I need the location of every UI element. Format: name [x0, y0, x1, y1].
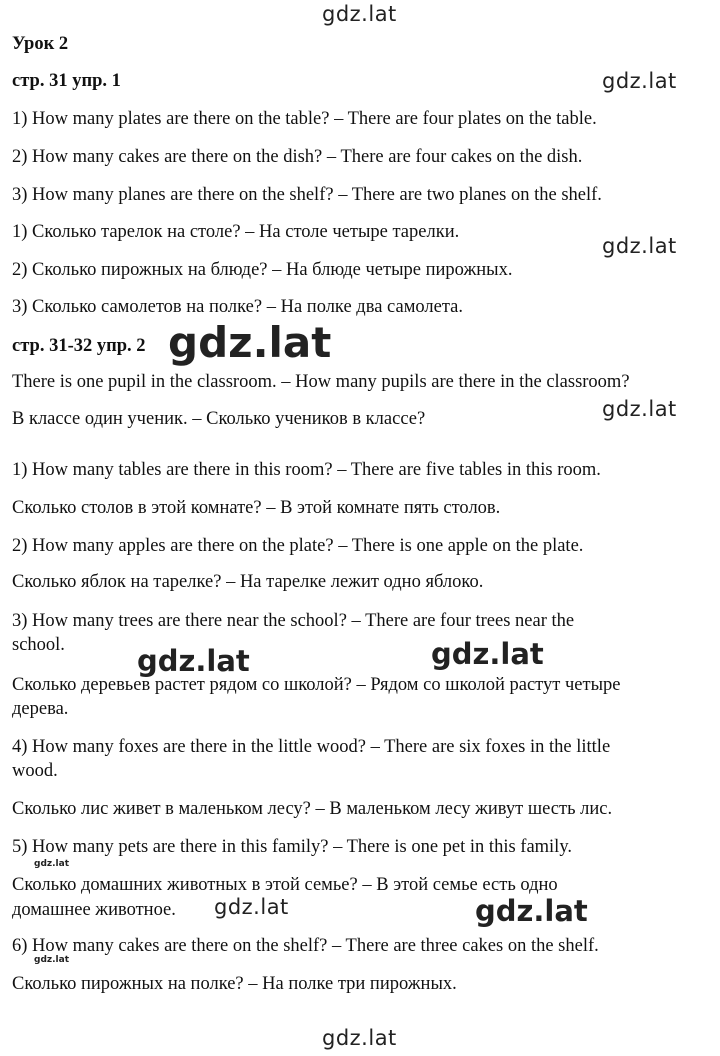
answer-line: 6) How many cakes are there on the shelf? – There are three cakes on the shelf.: [12, 936, 599, 956]
watermark: gdz.lat: [602, 397, 677, 421]
translation-line: Сколько яблок на тарелке? – На тарелке лежит одно яблоко.: [12, 572, 484, 592]
translation-line: 1) Сколько тарелок на столе? – На столе четыре тарелки.: [12, 222, 460, 242]
answer-line: 3) How many planes are there on the shelf? – There are two planes on the shelf.: [12, 185, 602, 205]
answer-line: 2) How many apples are there on the plate? – There is one apple on the plate.: [12, 536, 584, 556]
translation-line: Сколько деревьев растет рядом со школой? – Рядом со школой растут четыре: [12, 675, 621, 695]
answer-line: 2) How many cakes are there on the dish? – There are four cakes on the dish.: [12, 147, 583, 167]
watermark: gdz.lat: [322, 1026, 397, 1050]
watermark: gdz.lat: [602, 234, 677, 258]
translation-line: дерева.: [12, 699, 69, 719]
answer-line: 5) How many pets are there in this family? – There is one pet in this family.: [12, 837, 572, 857]
watermark: gdz.lat: [431, 637, 544, 671]
translation-line: Сколько лис живет в маленьком лесу? – В маленьком лесу живут шесть лис.: [12, 799, 613, 819]
answer-line: 4) How many foxes are there in the little wood? – There are six foxes in the little: [12, 737, 611, 757]
answer-line: wood.: [12, 761, 58, 781]
translation-line: 3) Сколько самолетов на полке? – На полке два самолета.: [12, 297, 463, 317]
answer-line: 3) How many trees are there near the school? – There are four trees near the: [12, 611, 575, 631]
section-heading: стр. 31-32 упр. 2: [12, 336, 146, 356]
translation-line: домашнее животное.: [12, 900, 176, 920]
watermark: gdz.lat: [475, 894, 588, 928]
watermark: gdz.lat: [168, 318, 332, 367]
answer-line: 1) How many tables are there in this room? – There are five tables in this room.: [12, 460, 601, 480]
translation-line: Сколько домашних животных в этой семье? – В этой семье есть одно: [12, 875, 558, 895]
translation-line: 2) Сколько пирожных на блюде? – На блюде четыре пирожных.: [12, 260, 513, 280]
answer-line: school.: [12, 635, 65, 655]
watermark: gdz.lat: [322, 2, 397, 26]
translation-line: Сколько столов в этой комнате? – В этой комнате пять столов.: [12, 498, 501, 518]
example-line: There is one pupil in the classroom. – How many pupils are there in the classroom?: [12, 372, 630, 392]
watermark: gdz.lat: [602, 69, 677, 93]
section-heading: стр. 31 упр. 1: [12, 71, 121, 91]
watermark: gdz.lat: [34, 955, 70, 965]
watermark: gdz.lat: [34, 859, 70, 869]
translation-line: Сколько пирожных на полке? – На полке три пирожных.: [12, 974, 457, 994]
example-translation: В классе один ученик. – Сколько учеников в классе?: [12, 409, 426, 429]
answer-line: 1) How many plates are there on the table? – There are four plates on the table.: [12, 109, 597, 129]
watermark: gdz.lat: [214, 895, 289, 919]
lesson-title: Урок 2: [12, 34, 69, 54]
watermark: gdz.lat: [137, 644, 250, 678]
